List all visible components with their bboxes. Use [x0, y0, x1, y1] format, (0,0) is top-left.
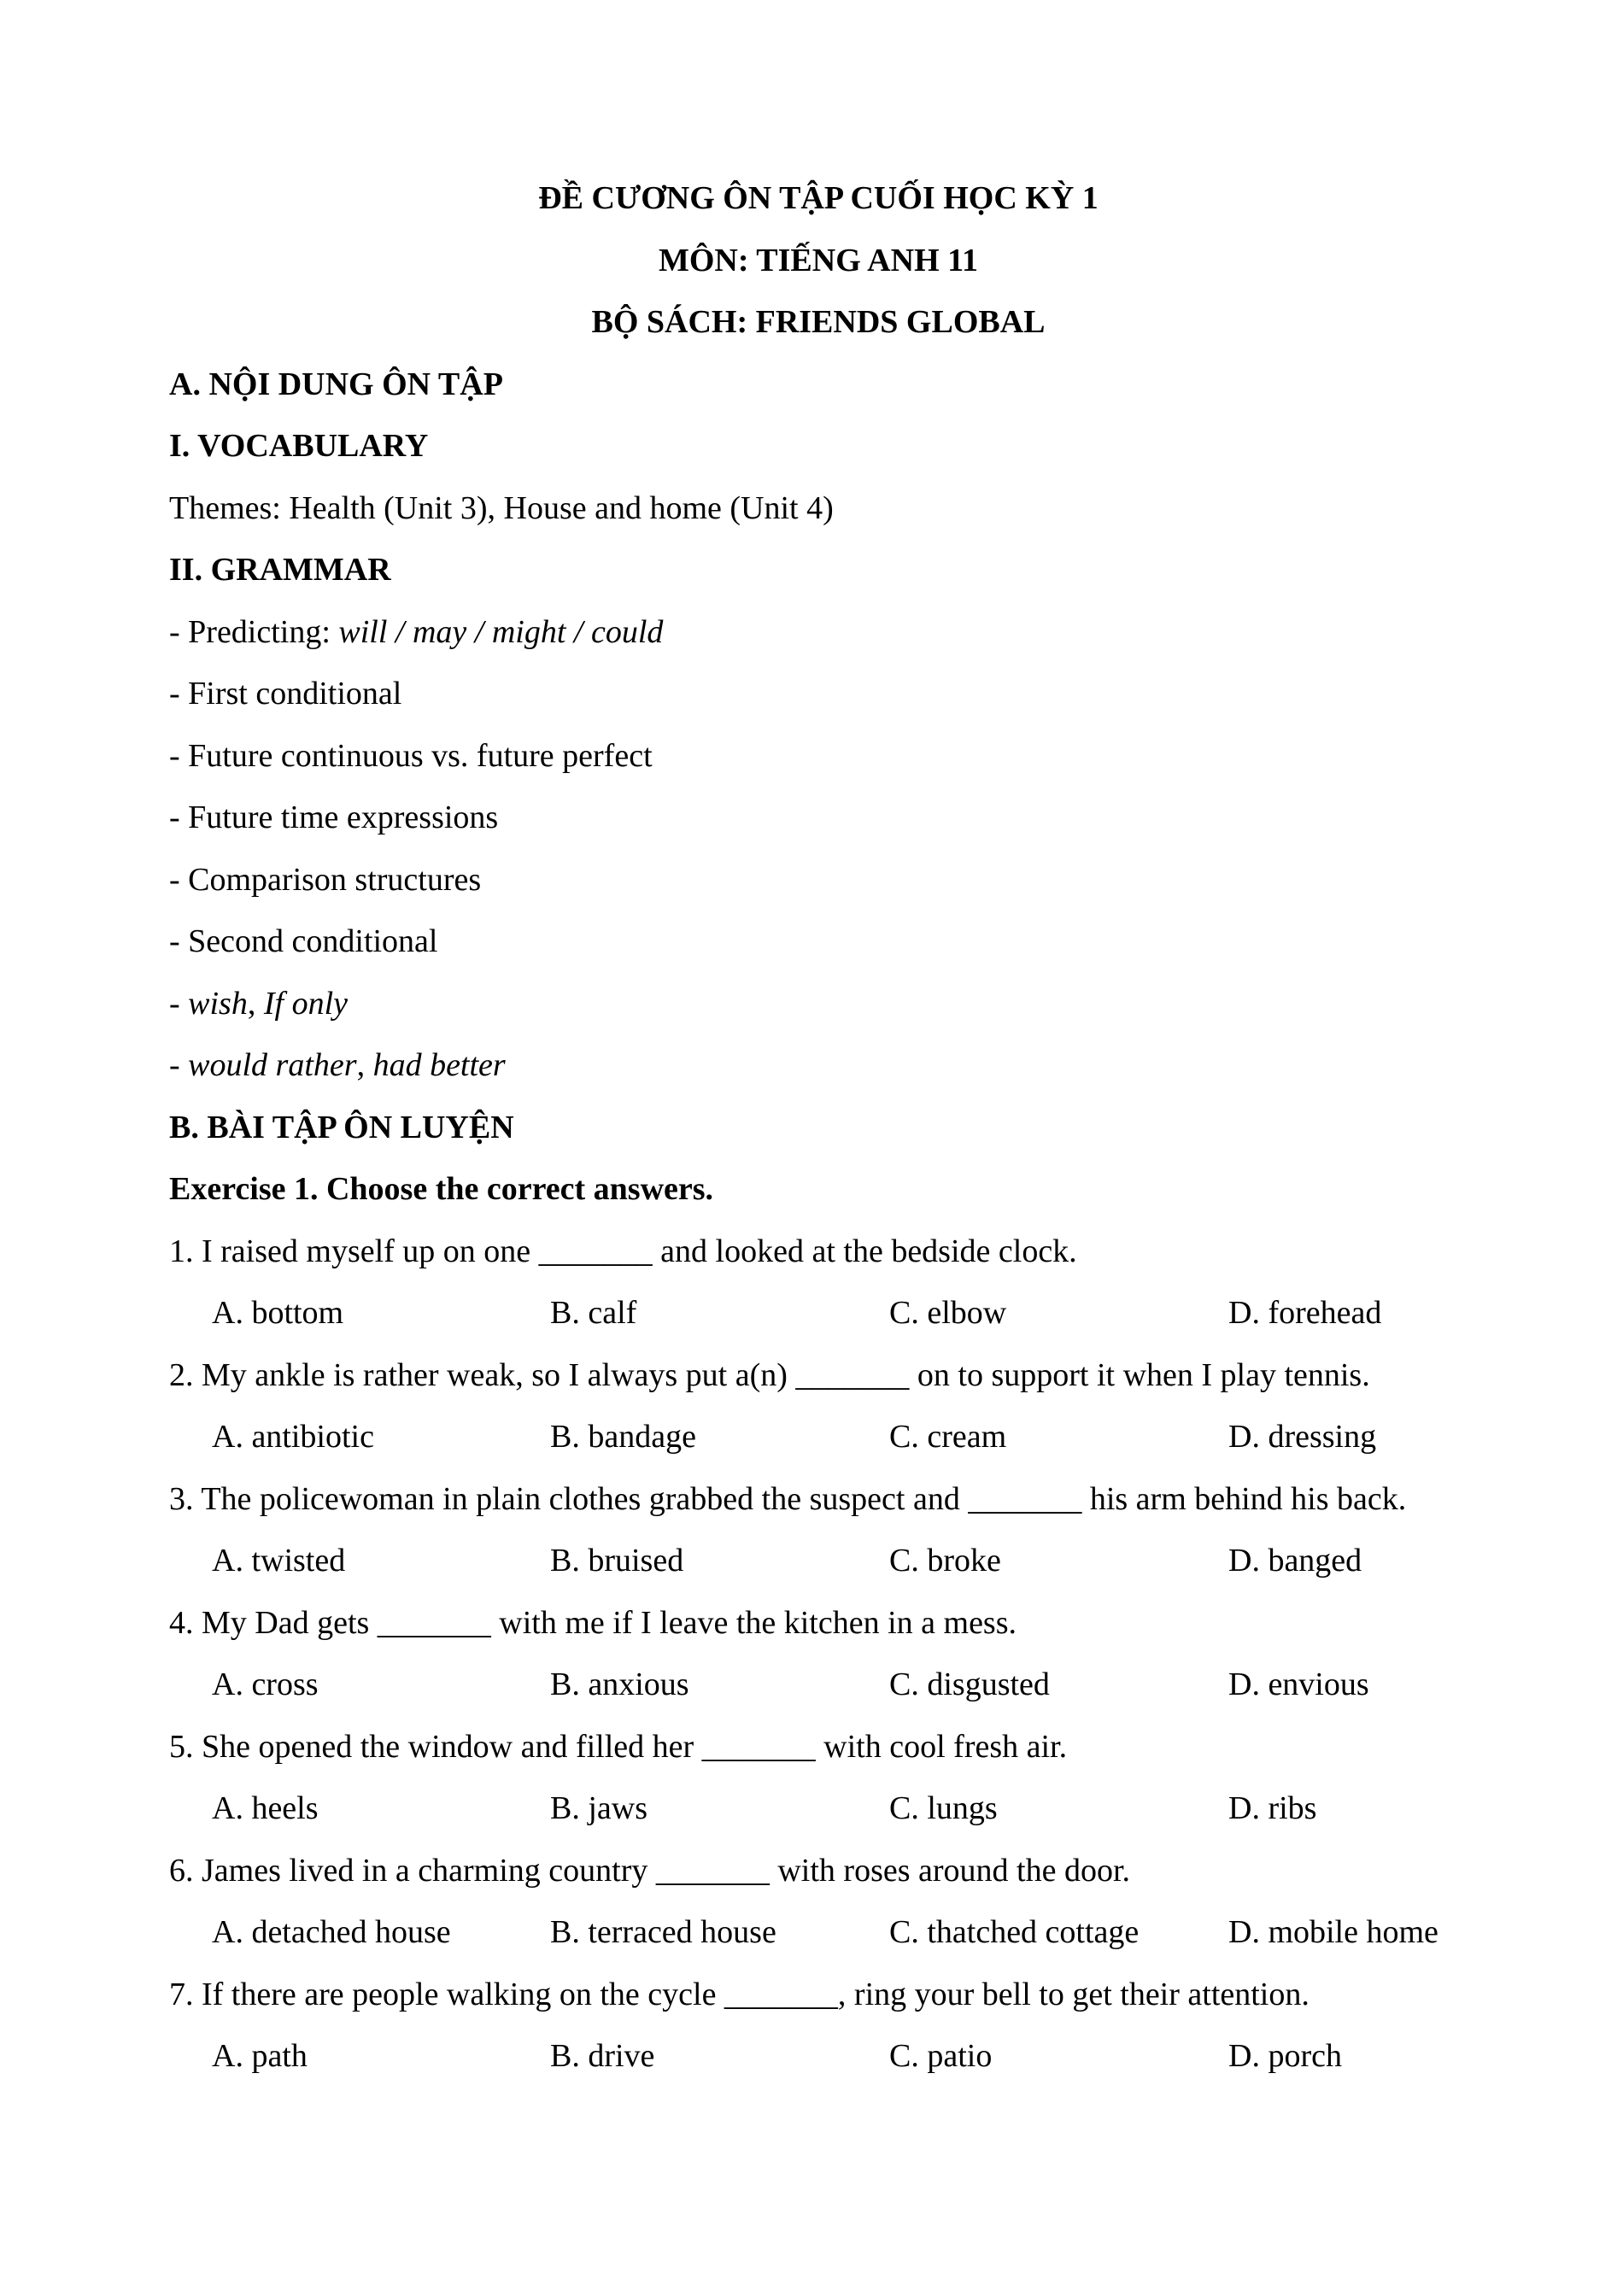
option-d: D. envious [1228, 1666, 1369, 1702]
question-3-options [169, 1530, 1468, 1592]
option-b: B. drive [550, 2038, 655, 2074]
option-d: D. porch [1228, 2038, 1342, 2074]
option-a: A. path [212, 2038, 308, 2074]
grammar-item-prefix: - [169, 1047, 189, 1083]
question-6-options [169, 1901, 1468, 1964]
option-a: A. bottom [212, 1295, 344, 1331]
question-7-options [169, 2025, 1468, 2088]
vocabulary-themes: Themes: Health (Unit 3), House and home (Unit 4) [169, 489, 834, 526]
option-c: C. elbow [889, 1295, 1007, 1331]
option-b: B. calf [550, 1295, 637, 1331]
option-b: B. bruised [550, 1543, 684, 1578]
grammar-item-italic: would rather [188, 1047, 357, 1083]
grammar-item-prefix: - [169, 985, 189, 1022]
option-c: C. disgusted [889, 1666, 1050, 1702]
grammar-item-wish [169, 973, 1468, 1035]
option-d: D. dressing [1228, 1419, 1377, 1455]
option-a: A. twisted [212, 1543, 346, 1578]
option-a: A. antibiotic [212, 1419, 374, 1455]
exercise-1-heading: Exercise 1. Choose the correct answers. [169, 1171, 714, 1207]
vocabulary-heading: I. VOCABULARY [169, 428, 429, 464]
document-subject: MÔN: TIẾNG ANH 11 [658, 242, 979, 278]
option-b: B. terraced house [550, 1914, 776, 1950]
question-4-options [169, 1654, 1468, 1716]
section-a-heading: A. NỘI DUNG ÔN TẬP [169, 366, 503, 402]
grammar-item-second-conditional: - Second conditional [169, 923, 438, 959]
option-c: C. patio [889, 2038, 993, 2074]
grammar-item-predicting [169, 601, 1468, 664]
grammar-item-italic: will / may / might / could [338, 613, 664, 650]
document-content [169, 167, 1468, 2088]
grammar-item-separator: , [356, 1047, 373, 1083]
option-d: D. banged [1228, 1543, 1362, 1578]
grammar-item-future-time: - Future time expressions [169, 800, 499, 835]
question-2-options [169, 1406, 1468, 1468]
question-6: 6. James lived in a charming country _______ with roses around the door. [169, 1852, 1131, 1889]
option-b: B. anxious [550, 1666, 689, 1702]
option-b: B. bandage [550, 1419, 696, 1455]
option-b: B. jaws [550, 1790, 647, 1826]
section-b-heading: B. BÀI TẬP ÔN LUYỆN [169, 1109, 514, 1145]
question-2: 2. My ankle is rather weak, so I always put a(n) _______ on to support it when I play tennis. [169, 1356, 1370, 1393]
option-d: D. ribs [1228, 1790, 1317, 1826]
option-c: C. thatched cottage [889, 1914, 1140, 1950]
question-3: 3. The policewoman in plain clothes grabbed the suspect and _______ his arm behind his back. [169, 1480, 1407, 1517]
grammar-item-italic: If only [263, 985, 348, 1022]
grammar-item-comparison: - Comparison structures [169, 861, 482, 898]
option-d: D. mobile home [1228, 1914, 1438, 1950]
document-book: BỘ SÁCH: FRIENDS GLOBAL [591, 304, 1046, 340]
grammar-item-first-conditional: - First conditional [169, 676, 402, 712]
question-7: 7. If there are people walking on the cycle _______, ring your bell to get their attention. [169, 1976, 1310, 2012]
question-1-options [169, 1282, 1468, 1344]
option-d: D. forehead [1228, 1295, 1382, 1331]
question-5-options [169, 1778, 1468, 1840]
option-a: A. heels [212, 1790, 319, 1826]
question-5: 5. She opened the window and filled her _______ with cool fresh air. [169, 1728, 1068, 1765]
option-a: A. cross [212, 1666, 319, 1702]
grammar-item-separator: , [247, 985, 264, 1022]
option-c: C. lungs [889, 1790, 998, 1826]
grammar-item-italic: had better [372, 1047, 506, 1083]
document-title: ĐỀ CƯƠNG ÔN TẬP CUỐI HỌC KỲ 1 [538, 180, 1099, 216]
grammar-item-prefix: - Predicting: [169, 613, 339, 650]
option-a: A. detached house [212, 1914, 451, 1950]
grammar-item-future-continuous: - Future continuous vs. future perfect [169, 737, 653, 774]
option-c: C. broke [889, 1543, 1001, 1578]
grammar-heading: II. GRAMMAR [169, 552, 391, 588]
option-c: C. cream [889, 1419, 1007, 1455]
grammar-item-would-rather [169, 1034, 1468, 1097]
question-4: 4. My Dad gets _______ with me if I leave the kitchen in a mess. [169, 1604, 1017, 1641]
question-1: 1. I raised myself up on one _______ and looked at the bedside clock. [169, 1233, 1077, 1269]
grammar-item-italic: wish [188, 985, 248, 1022]
